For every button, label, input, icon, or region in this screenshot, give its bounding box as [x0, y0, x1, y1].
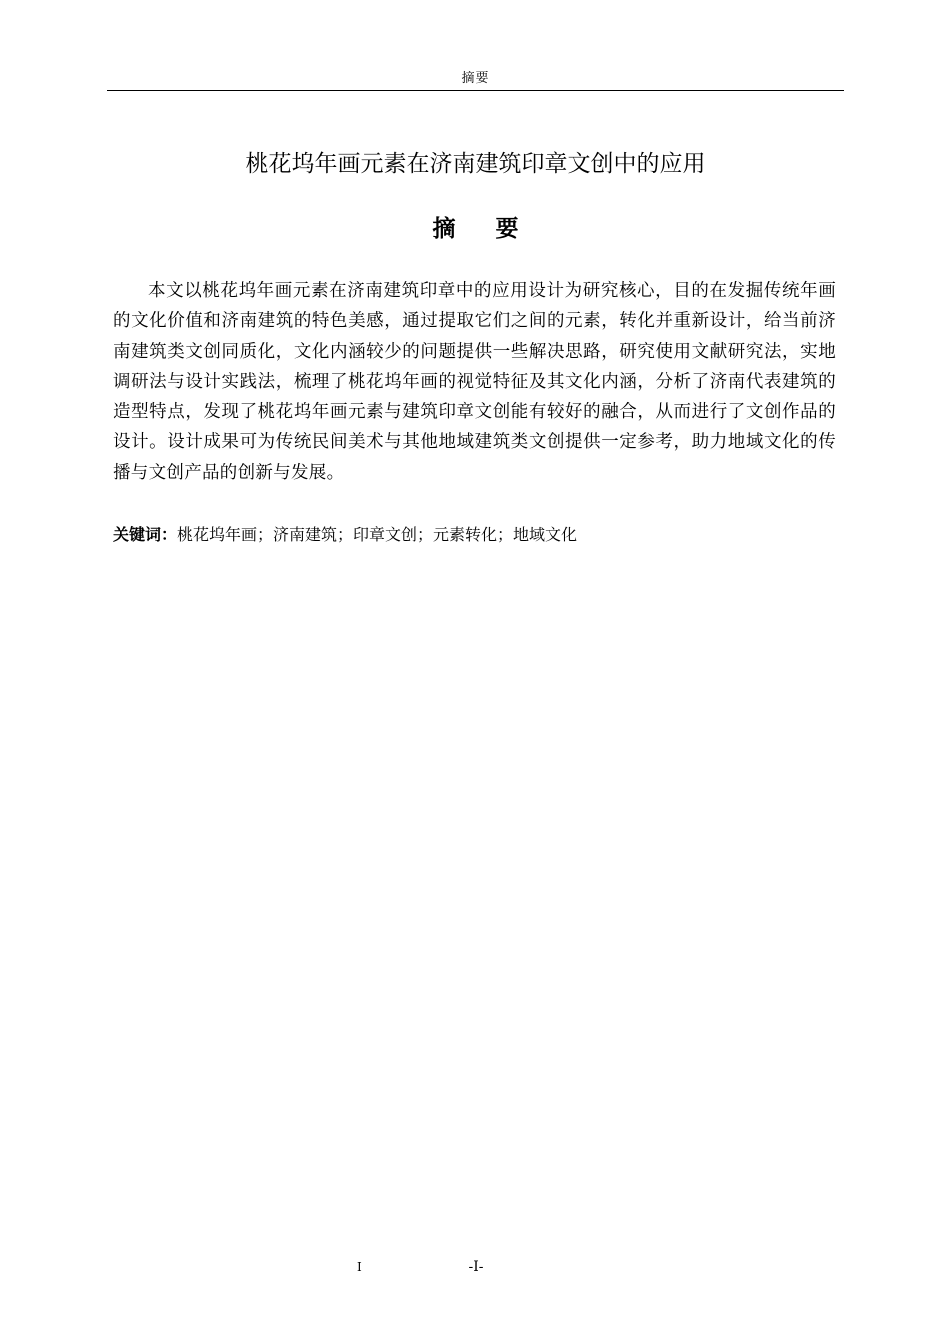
abstract-body: 本文以桃花坞年画元素在济南建筑印章中的应用设计为研究核心，目的在发掘传统年画的文化价值和济南建筑的特色美感，通过提取它们之间的元素，转化并重新设计，给当前济南建筑类文创同质化，文化内涵较少的问题提供一些解决思路，研究使用文献研究法，实地调研法与设计实践法，梳理了桃花坞年画的视觉特征及其文化内涵，分析了济南代表建筑的造型特点，发现了桃花坞年画元素与建筑印章文创能有较好的融合，从而进行了文创作品的设计。设计成果可为传统民间美术与其他地域建筑类文创提供一定参考，助力地域文化的传播与文创产品的创新与发展。 — [113, 281, 836, 483]
keywords-label: 关键词： — [113, 525, 178, 544]
keywords-line — [113, 522, 836, 548]
keywords-text: 桃花坞年画；济南建筑；印章文创；元素转化；地域文化 — [177, 525, 578, 544]
running-header-title: 摘要 — [461, 71, 490, 86]
footer-mark: I — [357, 1260, 362, 1274]
document-title: 桃花坞年画元素在济南建筑印章文创中的应用 — [245, 151, 706, 177]
page-number: -I- — [468, 1259, 484, 1275]
running-header — [107, 70, 844, 91]
abstract-heading: 摘 要 — [432, 216, 535, 242]
